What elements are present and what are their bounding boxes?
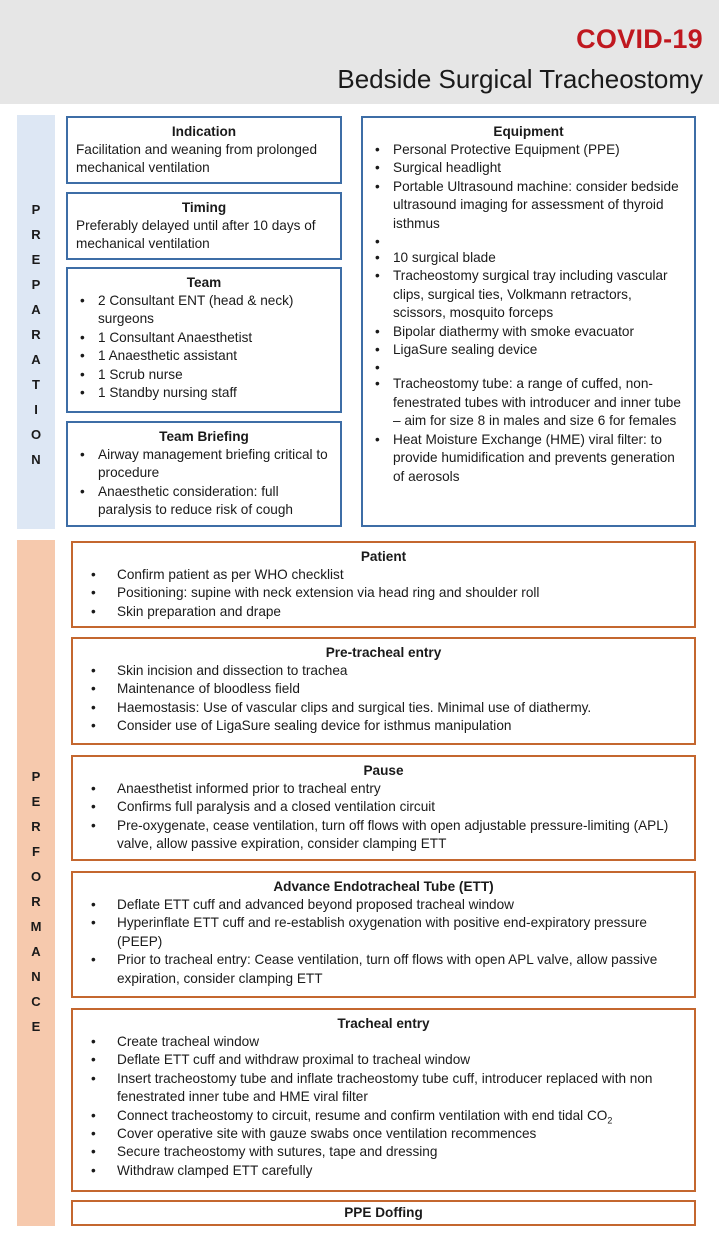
advance-ett-list [79, 896, 688, 988]
pretracheal-box [71, 637, 696, 745]
sidebar-letter: R [31, 894, 41, 909]
sidebar-letter: C [31, 994, 41, 1009]
performance-sidebar [17, 540, 55, 1226]
list-item: • Skin preparation and drape [79, 603, 688, 621]
list-item: • Anaesthetist informed prior to tracheal entry [79, 780, 688, 798]
ppe-doffing-heading: PPE Doffing [344, 1205, 423, 1220]
preparation-label [17, 197, 55, 472]
list-item: • Skin incision and dissection to trachea [79, 662, 688, 680]
list-item: • Prior to tracheal entry: Cease ventilation, turn off flows with open APL valve, allow passive expiration, consider clamping ETT [79, 951, 688, 988]
list-item: • Airway management briefing critical to procedure [74, 446, 334, 483]
sidebar-letter: P [31, 769, 41, 784]
team-briefing-box [66, 421, 342, 527]
tracheal-entry-box [71, 1008, 696, 1192]
list-item: • Heat Moisture Exchange (HME) viral filter: to provide humidification and prevents generation of aerosols [369, 431, 688, 486]
advance-ett-box [71, 871, 696, 998]
list-item: • 1 Standby nursing staff [74, 384, 334, 402]
pause-list [79, 780, 688, 854]
header-banner [0, 0, 719, 104]
patient-box [71, 541, 696, 628]
team-box [66, 267, 342, 413]
list-item: • Withdraw clamped ETT carefully [79, 1162, 688, 1180]
co2-subscript: 2 [607, 1115, 613, 1126]
list-item: • Confirm patient as per WHO checklist [79, 566, 688, 584]
team-heading: Team [186, 275, 222, 290]
performance-label [17, 764, 55, 1039]
list-spacer [369, 233, 688, 249]
sidebar-letter: E [31, 252, 41, 267]
pause-heading: Pause [363, 763, 404, 778]
sidebar-letter: P [31, 202, 41, 217]
timing-heading: Timing [181, 200, 227, 215]
list-item: • Secure tracheostomy with sutures, tape and dressing [79, 1143, 688, 1161]
list-item: • Tracheostomy tube: a range of cuffed, non-fenestrated tubes with introducer and inner tube – aim for size 8 in males and size 6 for females [369, 375, 688, 430]
sidebar-letter: R [31, 227, 41, 242]
advance-ett-heading: Advance Endotracheal Tube (ETT) [273, 879, 494, 894]
list-item: • 10 surgical blade [369, 249, 688, 267]
list-item: • LigaSure sealing device [369, 341, 688, 359]
page-title: Bedside Surgical Tracheostomy [337, 64, 703, 94]
list-item: • Hyperinflate ETT cuff and re-establish oxygenation with positive end-expiratory pressure (PEEP) [79, 914, 688, 951]
team-briefing-heading: Team Briefing [159, 429, 249, 444]
sidebar-letter: T [32, 377, 40, 392]
sidebar-letter: P [31, 277, 41, 292]
list-item: • Tracheostomy surgical tray including vascular clips, surgical ties, Volkmann retractors, scissors, mosquito forceps [369, 267, 688, 322]
list-item: • 1 Consultant Anaesthetist [74, 329, 334, 347]
pretracheal-list [79, 662, 688, 736]
sidebar-letter: A [31, 302, 41, 317]
timing-box [66, 192, 342, 260]
list-item: • Consider use of LigaSure sealing device for isthmus manipulation [79, 717, 688, 735]
preparation-sidebar [17, 115, 55, 529]
team-list [74, 292, 334, 402]
indication-text: Facilitation and weaning from prolonged mechanical ventilation [76, 142, 318, 176]
list-item: • Portable Ultrasound machine: consider bedside ultrasound imaging for assessment of thyroid isthmus [369, 178, 688, 233]
sidebar-letter: R [31, 819, 41, 834]
list-item: • Personal Protective Equipment (PPE) [369, 141, 688, 159]
sidebar-letter: O [30, 427, 42, 442]
sidebar-letter: O [30, 869, 42, 884]
list-item: • Deflate ETT cuff and advanced beyond proposed tracheal window [79, 896, 688, 914]
list-item: • Pre-oxygenate, cease ventilation, turn off flows with open adjustable pressure-limiting (APL) valve, allow passive expiration, consider clamping ETT [79, 817, 688, 854]
list-item: • 2 Consultant ENT (head & neck) surgeons [74, 292, 334, 329]
list-item: • 1 Anaesthetic assistant [74, 347, 334, 365]
list-item: • Confirms full paralysis and a closed ventilation circuit [79, 798, 688, 816]
tracheal-entry-heading: Tracheal entry [337, 1016, 430, 1031]
sidebar-letter: R [31, 327, 41, 342]
pretracheal-heading: Pre-tracheal entry [325, 645, 442, 660]
list-item: • Haemostasis: Use of vascular clips and surgical ties. Minimal use of diathermy. [79, 699, 688, 717]
tracheal-entry-list [79, 1033, 688, 1180]
list-item: • Anaesthetic consideration: full paralysis to reduce risk of cough [74, 483, 334, 520]
equipment-list [369, 141, 688, 486]
pause-box [71, 755, 696, 861]
list-item: • Create tracheal window [79, 1033, 688, 1051]
indication-box [66, 116, 342, 184]
patient-heading: Patient [360, 549, 407, 564]
sidebar-letter: A [31, 944, 41, 959]
list-item: • Bipolar diathermy with smoke evacuator [369, 323, 688, 341]
equipment-heading: Equipment [493, 124, 564, 139]
sidebar-letter: N [31, 452, 41, 467]
sidebar-letter: E [31, 794, 41, 809]
indication-heading: Indication [171, 124, 237, 139]
list-item: • Cover operative site with gauze swabs once ventilation recommences [79, 1125, 688, 1143]
ppe-doffing-box [71, 1200, 696, 1226]
sidebar-letter: E [31, 1019, 41, 1034]
sidebar-letter: M [30, 919, 42, 934]
list-spacer [369, 359, 688, 375]
equipment-box [361, 116, 696, 527]
list-item: • Positioning: supine with neck extension via head ring and shoulder roll [79, 584, 688, 602]
sidebar-letter: N [31, 969, 41, 984]
list-item [79, 1107, 688, 1125]
list-item: • Insert tracheostomy tube and inflate tracheostomy tube cuff, introducer replaced with non fenestrated inner tube and HME viral filter [79, 1070, 688, 1107]
co2-text: Connect tracheostomy to circuit, resume and confirm ventilation with end tidal CO [117, 1107, 608, 1123]
team-briefing-list [74, 446, 334, 520]
list-item: • Surgical headlight [369, 159, 688, 177]
list-item: • Maintenance of bloodless field [79, 680, 688, 698]
sidebar-letter: F [32, 844, 40, 859]
list-item: • 1 Scrub nurse [74, 366, 334, 384]
timing-text: Preferably delayed until after 10 days of mechanical ventilation [76, 218, 316, 252]
sidebar-letter: A [31, 352, 41, 367]
list-item: • Deflate ETT cuff and withdraw proximal to tracheal window [79, 1051, 688, 1069]
patient-list [79, 566, 688, 621]
sidebar-letter: I [34, 402, 38, 417]
covid-title: COVID-19 [576, 24, 703, 54]
